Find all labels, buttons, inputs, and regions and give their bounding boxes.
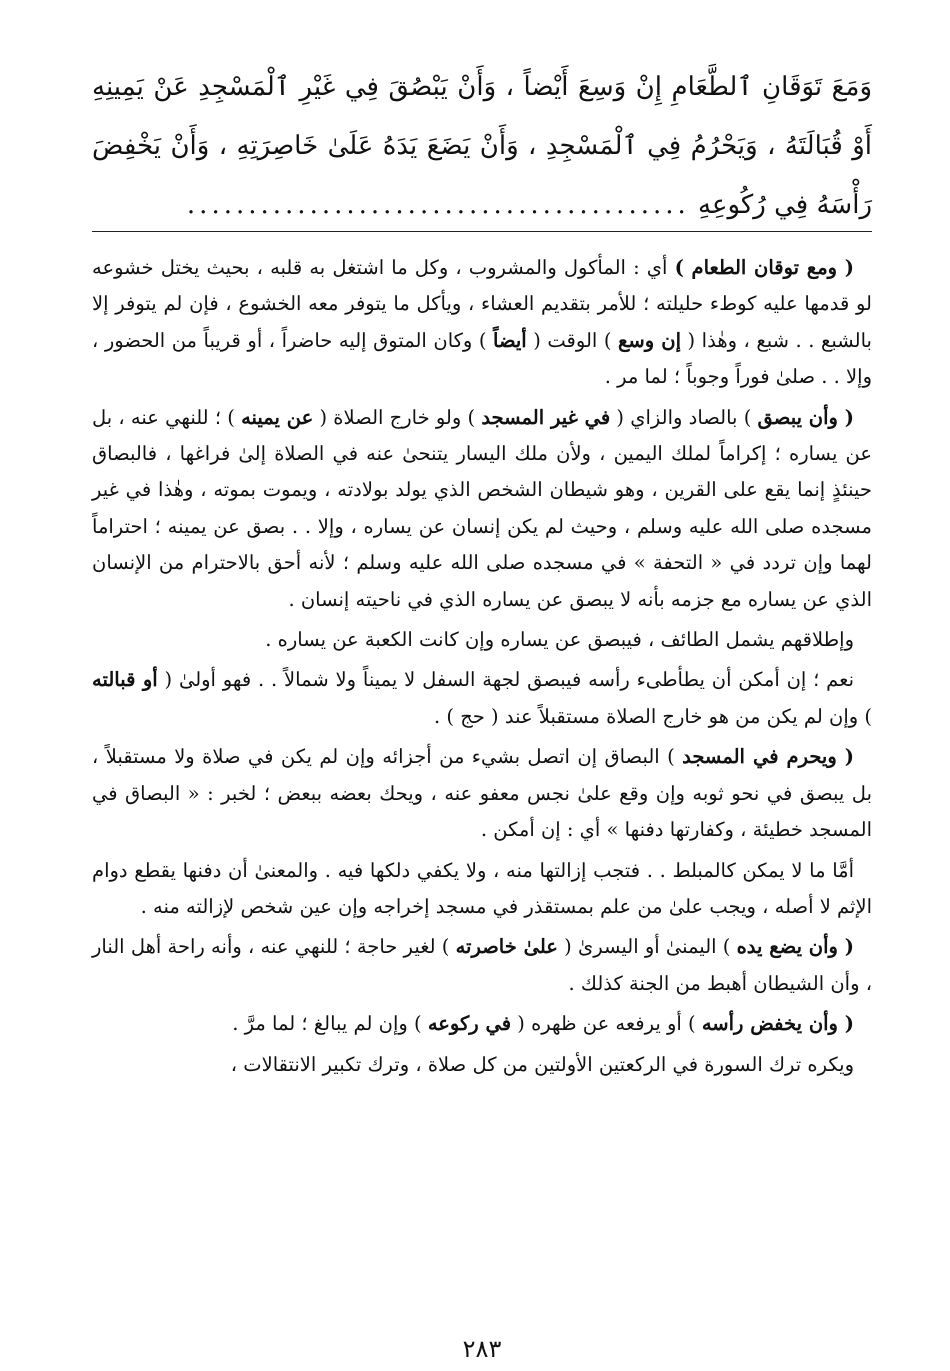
commentary-text: ) وكان المتوق إليه حاضراً ، أو قريباً من الحضور ، وإلا . . صلىٰ فوراً وجوباً ؛ لما مر .: [92, 328, 872, 389]
commentary-paragraph: [92, 929, 872, 1002]
commentary-text: ) أو يرفعه عن ظهره (: [511, 1012, 702, 1036]
book-page: [92, 58, 872, 1363]
commentary-text: وإطلاقهم يشمل الطائف ، فيبصق عن يساره وإن كانت الكعبة عن يساره .: [265, 628, 854, 652]
commentary-text: ) وإن لم يكن من هو خارج الصلاة مستقبلاً عند ( حج ) .: [434, 704, 872, 728]
commentary: [92, 250, 872, 1087]
commentary-text: ) البصاق إن اتصل بشيء من أجزائه وإن لم يكن في صلاة ولا مستقبلاً ، بل يبصق في نحو ثوبه وإن وقع علىٰ نجس معفو عنه ، ويحك بعضه ببعض ؛ لخبر : « البصاق في المسجد خطيئة ، وكفارتها دفنها » أي : إن أمكن .: [92, 745, 872, 842]
commentary-text: ويكره ترك السورة في الركعتين الأولتين من كل صلاة ، وترك تكبير الانتقالات ،: [230, 1052, 854, 1076]
commentary-keyword: ( وأن يبصق: [757, 405, 854, 429]
commentary-keyword: أو قبالته: [92, 668, 158, 692]
commentary-paragraph: [92, 1006, 872, 1042]
commentary-text: أي : المأكول والمشروب ، وكل ما اشتغل به قلبه ، بحيث يختل خشوعه لو قدمها عليه كوطء حليلته ؛ للأمر بتقديم العشاء ، ويأكل ما يتوفر معه الخشوع ، فإن لم يتوفر إلا بالشبع . . شبع ، وهٰذا (: [92, 256, 872, 352]
commentary-text: ) بالصاد والزاي (: [610, 405, 758, 429]
page-number: ٢٨٣: [462, 1335, 502, 1363]
main-text-body: وَمَعَ تَوَقَانِ ٱلطَّعَامِ إِنْ وَسِعَ أَيْضاً ، وَأَنْ يَبْصُقَ فِي غَيْرِ ٱلْمَسْجِدِ عَنْ يَمِينِهِ أَوْ قُبَالَتَهُ ، وَيَحْرُمُ فِي ٱلْمَسْجِدِ ، وَأَنْ يَضَعَ يَدَهُ عَلَىٰ خَاصِرَتِهِ ، وَأَنْ يَخْفِضَ رَأْسَهُ فِي رُكُوعِهِ: [92, 72, 872, 220]
commentary-text: ) اليمنىٰ أو اليسرىٰ (: [557, 935, 737, 959]
commentary-keyword: عن يمينه: [241, 405, 314, 429]
commentary-paragraph: [92, 1047, 872, 1083]
commentary-keyword: ( وأن يضع يده: [736, 935, 854, 959]
commentary-keyword: ( وأن يخفض رأسه: [701, 1012, 854, 1036]
commentary-text: ) الوقت (: [526, 328, 618, 352]
commentary-keyword: في غير المسجد: [481, 405, 611, 429]
commentary-paragraph: [92, 662, 872, 735]
commentary-paragraph: [92, 739, 872, 848]
commentary-keyword: أيضاً: [493, 328, 527, 352]
commentary-text: ) لغير حاجة ؛ للنهي عنه ، وأنه راحة أهل النار ، وأن الشيطان أهبط من الجنة كذلك .: [92, 935, 872, 995]
commentary-paragraph: [92, 622, 872, 658]
commentary-paragraph: [92, 400, 872, 618]
separator-line: [92, 231, 872, 232]
commentary-text: ) وإن لم يبالغ ؛ لما مرَّ .: [232, 1012, 428, 1036]
commentary-keyword: ( ويحرم في المسجد: [682, 745, 854, 769]
commentary-text: أمَّا ما لا يمكن كالمبلط . . فتجب إزالتها منه ، ولا يكفي دلكها فيه . والمعنىٰ أن دفنها يقطع دوام الإثم لا أصله ، ويجب علىٰ من علم بمستقذر في مسجد إخراجه وإن عين شخص لإزالته منه .: [92, 858, 872, 918]
commentary-keyword: علىٰ خاصرته: [455, 935, 558, 959]
ellipsis-dots: .........................................: [186, 190, 690, 220]
commentary-text: ) ولو خارج الصلاة (: [313, 405, 482, 429]
commentary-text: ) ؛ للنهي عنه ، بل عن يساره ؛ إكراماً لملك اليمين ، ولأن ملك اليسار يتنحىٰ عنه في الصلاة إلىٰ فراغها ، فالبصاق حينئذٍ إنما يقع على القرين ، وهو شيطان الشخص الذي يولد بولادته ، ويموت بموته ، وهٰذا في غير مسجده صلى الله عليه وسلم ، وحيث لم يكن إنسان عن يساره ، وإلا . . بصق عن يمينه ؛ احتراماً لهما وإن تردد في « التحفة » في مسجده صلى الله عليه وسلم ؛ لأنه أحق بالاحترام من الإنسان الذي عن يساره مع جزمه بأنه لا يبصق عن يساره الذي في ناحيته إنسان .: [92, 405, 872, 611]
commentary-keyword: في ركوعه: [427, 1012, 512, 1036]
commentary-paragraph: [92, 250, 872, 396]
commentary-keyword: إن وسع: [617, 328, 681, 352]
commentary-text: نعم ؛ إن أمكن أن يطأطىء رأسه فيبصق لجهة السفل لا يميناً ولا شمالاً . . فهو أولىٰ (: [157, 668, 854, 692]
main-text: [92, 58, 872, 235]
commentary-keyword: ( ومع توقان الطعام ): [674, 256, 854, 279]
commentary-paragraph: [92, 853, 872, 926]
